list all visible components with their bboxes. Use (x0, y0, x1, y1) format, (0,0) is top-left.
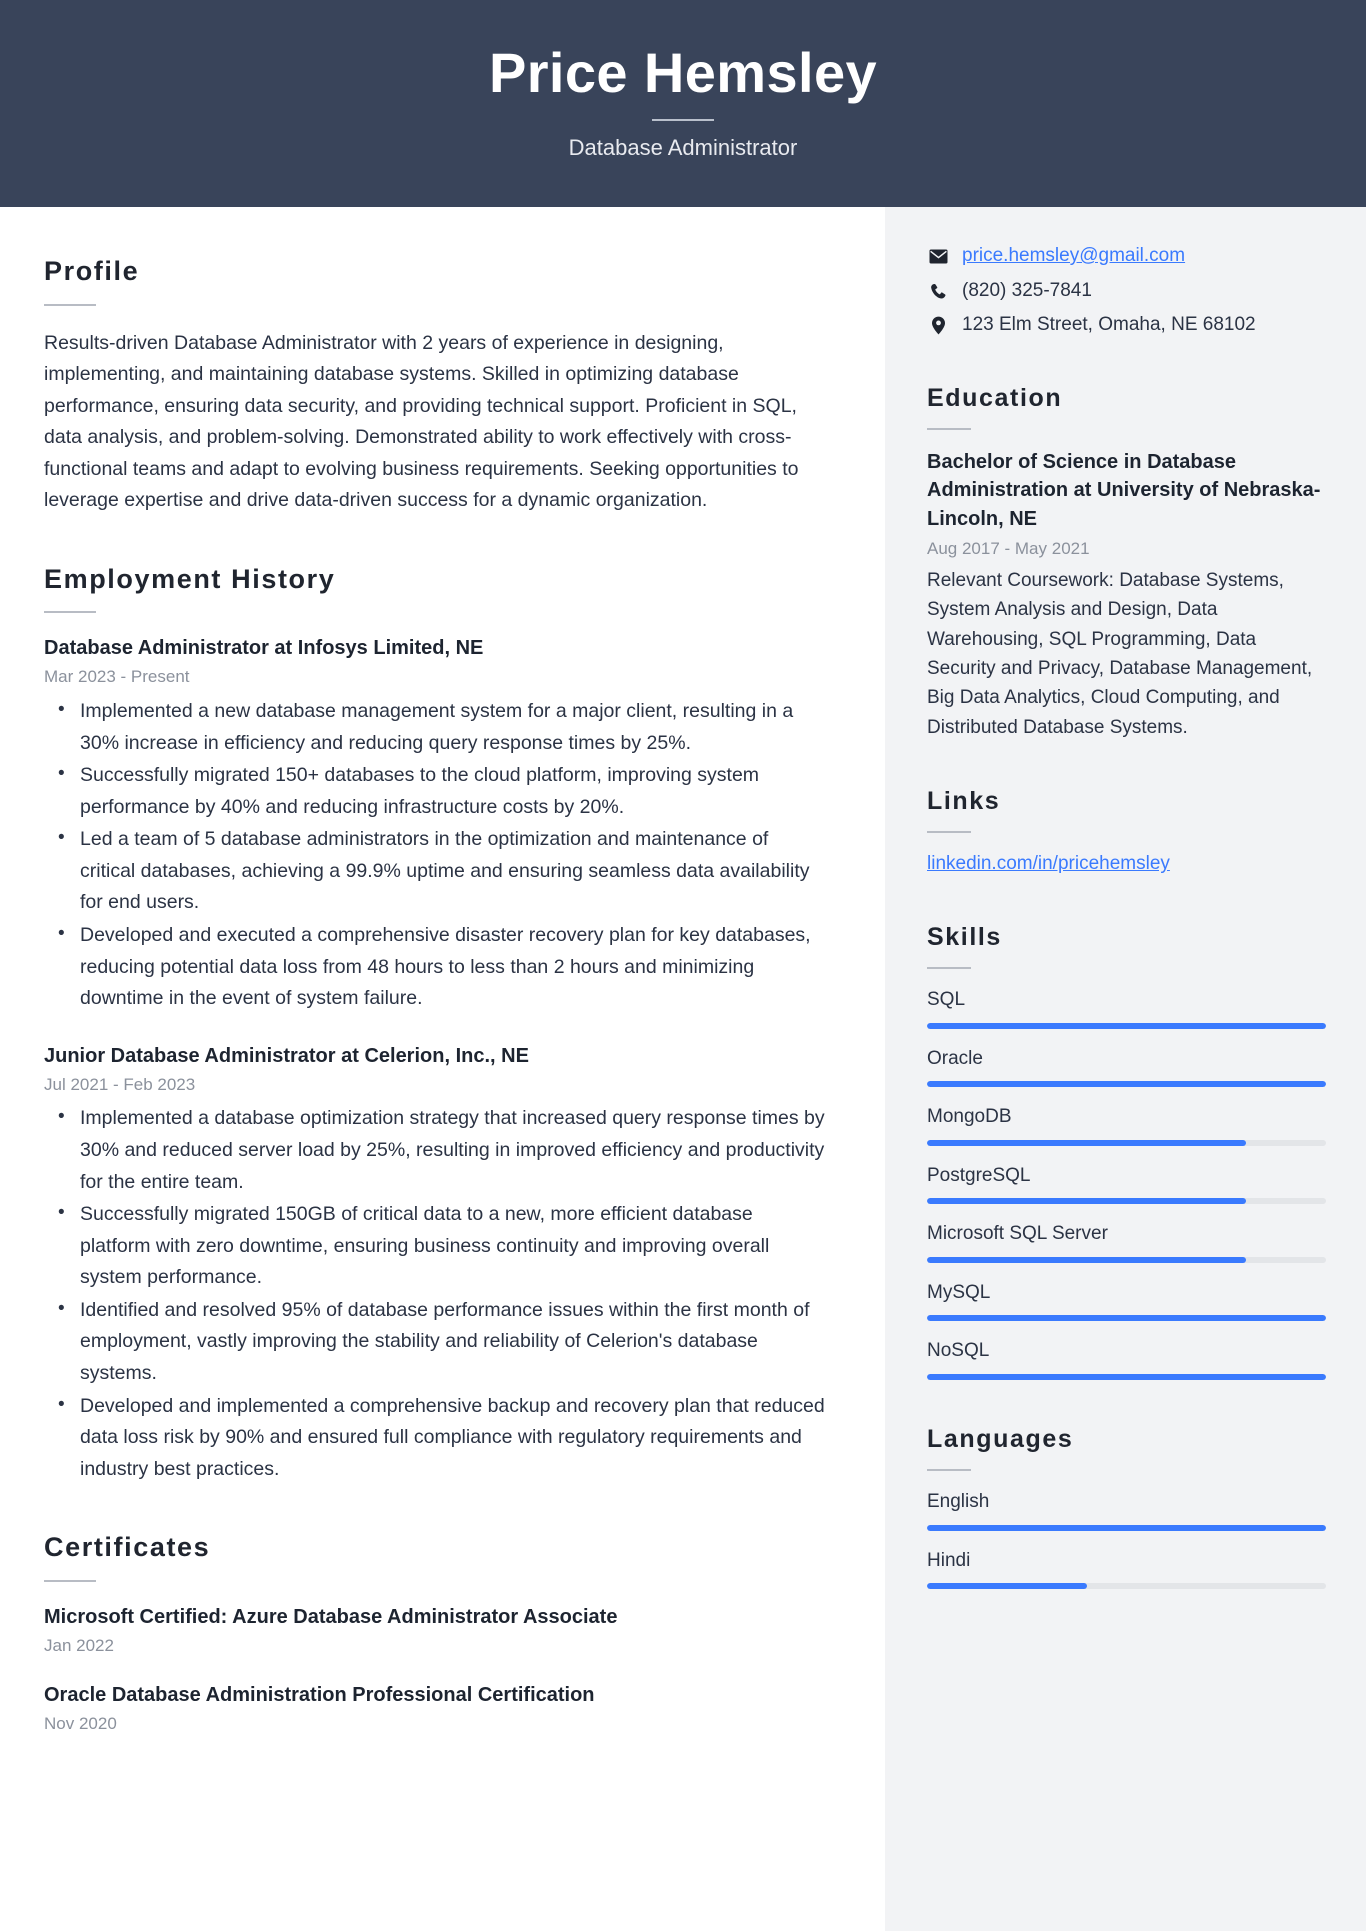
location-pin-icon (927, 316, 949, 335)
skill-label: MySQL (927, 1281, 991, 1303)
envelope-icon (927, 249, 949, 264)
certificates-heading: Certificates (44, 1532, 211, 1563)
skill-label: PostgreSQL (927, 1164, 1031, 1186)
header-divider (652, 119, 714, 121)
skill-item (927, 1163, 1326, 1205)
language-bar-track (927, 1525, 1326, 1531)
job-bullets (44, 1103, 825, 1485)
language-item (927, 1489, 1326, 1531)
profile-text: Results-driven Database Administrator with 2 years of experience in designing, implementing, and maintaining database systems. Skilled in optimizing database performance, ensuring data security, and providing technical support. Proficient in SQL, data analysis, and problem-solving. Demonstrated ability to work effectively with cross-functional teams and adapt to evolving business requirements. Seeking opportunities to leverage expertise and drive data-driven success for a dynamic organization. (44, 331, 799, 512)
contact-address-row (927, 312, 1326, 339)
job-bullets (44, 696, 825, 1015)
job-date: Mar 2023 - Present (44, 667, 190, 687)
phone-number: (820) 325-7841 (962, 279, 1092, 301)
skill-label: Oracle (927, 1047, 983, 1069)
certificate-date: Jan 2022 (44, 1635, 114, 1655)
linkedin-link[interactable]: linkedin.com/in/pricehemsley (927, 853, 1170, 875)
skills-divider (927, 967, 971, 969)
job-bullet: • Successfully migrated 150GB of critical data to a new, more efficient database platform with zero downtime, ensuring business continuity and improving overall system performance. (80, 1199, 825, 1294)
profile-section (44, 255, 825, 517)
skill-label: MongoDB (927, 1106, 1012, 1128)
skill-bar-track (927, 1023, 1326, 1029)
skill-bar-fill (927, 1198, 1246, 1204)
job-bullet: • Developed and executed a comprehensive disaster recovery plan for key databases, reducing potential data loss from 48 hours to less than 2 hours and minimizing downtime in the event of system failure. (80, 920, 825, 1015)
skill-label: SQL (927, 988, 966, 1010)
language-label: Hindi (927, 1549, 971, 1571)
skill-bar-track (927, 1081, 1326, 1087)
skill-label: NoSQL (927, 1340, 990, 1362)
skill-bar-fill (927, 1257, 1246, 1263)
certificate-title: Oracle Database Administration Professional Certification (44, 1684, 595, 1707)
languages-section (927, 1424, 1326, 1589)
contact-section (927, 243, 1326, 339)
job-entry (44, 1043, 825, 1486)
skill-item (927, 1104, 1326, 1146)
resume-header (0, 0, 1366, 207)
employment-divider (44, 611, 96, 613)
contact-list (927, 243, 1326, 339)
languages-divider (927, 1469, 971, 1471)
skill-bar-fill (927, 1374, 1326, 1380)
language-item (927, 1548, 1326, 1590)
skill-item (927, 1046, 1326, 1088)
skill-label: Microsoft SQL Server (927, 1223, 1108, 1245)
sidebar-column (885, 207, 1366, 1931)
address-text: 123 Elm Street, Omaha, NE 68102 (962, 314, 1256, 336)
employment-section (44, 563, 825, 1485)
education-section (927, 383, 1326, 742)
skill-bar-track (927, 1374, 1326, 1380)
language-bar-track (927, 1583, 1326, 1589)
candidate-job-title: Database Administrator (568, 134, 798, 160)
job-bullet: • Implemented a new database management system for a major client, resulting in a 30% increase in efficiency and reducing query response times by 25%. (80, 696, 825, 759)
skill-bar-track (927, 1140, 1326, 1146)
candidate-name: Price Hemsley (488, 41, 878, 104)
links-section (927, 786, 1326, 878)
contact-email-row (927, 243, 1326, 270)
certificates-divider (44, 1580, 96, 1582)
skill-bar-fill (927, 1081, 1326, 1087)
job-bullet: • Implemented a database optimization strategy that increased query response times by 30% and reduced server load by 25%, resulting in improved efficiency and productivity for the entire team. (80, 1103, 825, 1198)
certificates-section (44, 1531, 825, 1737)
certificate-title: Microsoft Certified: Azure Database Administrator Associate (44, 1605, 618, 1628)
job-bullet: • Led a team of 5 database administrators in the optimization and maintenance of critical databases, achieving a 99.9% uptime and ensuring seamless data availability for end users. (80, 824, 825, 919)
job-title: Database Administrator at Infosys Limited, NE (44, 637, 484, 660)
certificate-entry (44, 1604, 825, 1659)
phone-icon (927, 283, 949, 300)
education-description: Relevant Coursework: Database Systems, System Analysis and Design, Data Warehousing, SQL Programming, Data Security and Privacy, Database Management, Big Data Analytics, Cloud Computing, and Distributed Database Systems. (927, 569, 1313, 738)
links-heading: Links (927, 787, 1001, 816)
profile-heading: Profile (44, 256, 140, 287)
main-column (0, 207, 885, 1931)
skill-item (927, 987, 1326, 1029)
job-bullet: • Identified and resolved 95% of database performance issues within the first month of employment, vastly improving the stability and reliability of Celerion's database systems. (80, 1295, 825, 1390)
resume-body (0, 207, 1366, 1931)
job-date: Jul 2021 - Feb 2023 (44, 1074, 196, 1094)
language-bar-fill (927, 1583, 1087, 1589)
language-label: English (927, 1491, 990, 1513)
skill-bar-fill (927, 1315, 1326, 1321)
certificate-date: Nov 2020 (44, 1714, 117, 1734)
job-bullet: • Successfully migrated 150+ databases to the cloud platform, improving system performance by 40% and reducing infrastructure costs by 20%. (80, 760, 825, 823)
skill-item (927, 1221, 1326, 1263)
skill-item (927, 1280, 1326, 1322)
skill-bar-fill (927, 1140, 1246, 1146)
job-title: Junior Database Administrator at Celerion, Inc., NE (44, 1044, 529, 1067)
contact-phone-row (927, 278, 1326, 305)
skill-bar-track (927, 1198, 1326, 1204)
links-divider (927, 831, 971, 833)
education-date: Aug 2017 - May 2021 (927, 539, 1090, 559)
languages-heading: Languages (927, 1425, 1074, 1454)
education-divider (927, 428, 971, 430)
certificate-entry (44, 1682, 825, 1737)
education-degree: Bachelor of Science in Database Administration at University of Nebraska-Lincoln, NE (927, 450, 1321, 530)
skill-bar-track (927, 1315, 1326, 1321)
job-bullet: • Developed and implemented a comprehensive backup and recovery plan that reduced data loss risk by 90% and ensured full compliance with regulatory requirements and industry best practices. (80, 1391, 825, 1486)
email-link[interactable]: price.hemsley@gmail.com (962, 245, 1186, 267)
skill-bar-fill (927, 1023, 1326, 1029)
language-bar-fill (927, 1525, 1326, 1531)
job-entry (44, 635, 825, 1014)
skill-item (927, 1338, 1326, 1380)
employment-heading: Employment History (44, 563, 336, 594)
profile-divider (44, 304, 96, 306)
skill-bar-track (927, 1257, 1326, 1263)
education-heading: Education (927, 383, 1063, 412)
skills-heading: Skills (927, 922, 1002, 951)
skills-section (927, 922, 1326, 1380)
